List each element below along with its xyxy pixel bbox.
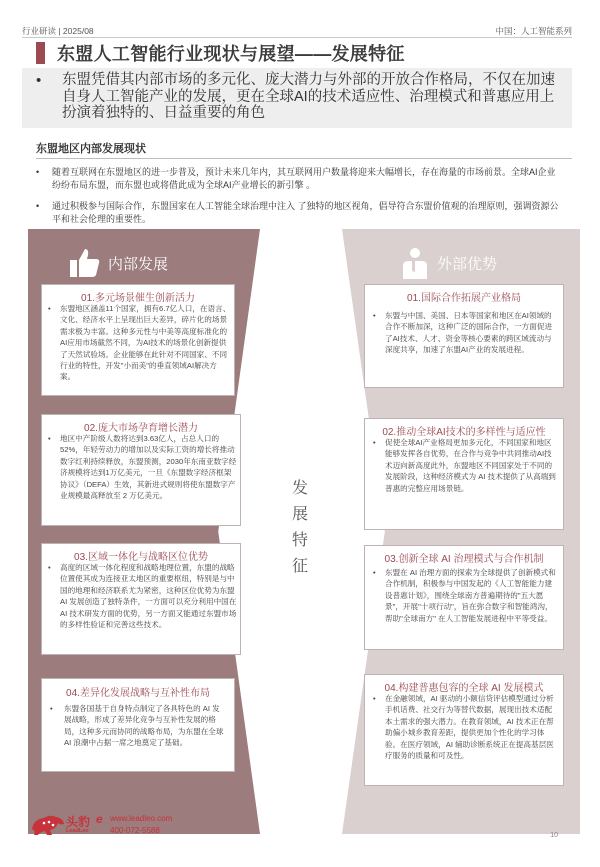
card-bullet: •: [48, 563, 51, 572]
card-body: 东盟在 AI 治理方面的探索为全球提供了创新模式和合作机制，积极参与中国发起的《人工智能能力建设普惠计划》，围绕全球南方普遍期待的"五大愿景"，开展"十项行动"，旨在弥合数字和智能鸿沟，帮助"全球南方" 在人工智能发展进程中平等受益。: [385, 568, 556, 623]
section-bullet-1: 随着互联网在东盟地区的进一步普及，预计未来几年内，其互联网用户数量将迎来大幅增长，存在海量的市场前景。全球AI企业纷纷布局东盟，而东盟也或将借此成为全球AI产业增长的新引擎 。: [52, 167, 556, 190]
summary-bullet: •: [36, 72, 42, 89]
external-card-1: [364, 284, 564, 388]
card-title: 03.区域一体化与战略区位优势: [74, 552, 208, 563]
internal-card-2: [41, 414, 241, 526]
brand-name-en: LeadLeo: [66, 828, 89, 834]
card-body: 高度的区域一体化程度和战略地理位置，东盟的战略位置使其成为连接亚太地区的重要枢纽，特别是与中国的地理和经济联系尤为紧密，这种区位优势为东盟 AI 发展创造了独特条件，一方面可以充分利用中国在 AI 技术研发方面的优势，另一方面又能通过东盟市场的多样性验证和完善这些技术。: [60, 563, 237, 630]
card-title: 01.国际合作拓展产业格局: [407, 293, 521, 304]
page-number: 10: [550, 832, 558, 839]
external-card-4: [364, 674, 564, 786]
card-bullet: •: [373, 438, 376, 447]
internal-card-3: [41, 543, 241, 655]
card-bullet: •: [373, 311, 376, 320]
leopard-logo-icon: [30, 811, 66, 837]
external-card-3: [364, 545, 564, 650]
brand-name-cn: 头豹: [66, 815, 91, 829]
summary-text: 东盟凭借其内部市场的多元化、庞大潜力与外部的开放合作格局，不仅在加速自身人工智能产业的发展，更在全球AI的技术适应性、治理模式和普惠应用上扮演着独特的、日益重要的角色: [62, 72, 555, 121]
section-bullet-2: 通过积极参与国际合作，东盟国家在人工智能全球治理中注入 了独特的地区视角，倡导符合东盟价值观的治理原则，强调资源公 平和社会伦理的重要性。: [52, 201, 559, 224]
card-bullet: •: [48, 434, 51, 443]
card-title: 01.多元场景催生创新活力: [81, 293, 195, 304]
card-body: 在金融领域，AI 驱动的小额信贷评估模型通过分析手机话费、社交行为等替代数据，展现出技术适配本土需求的强大潜力。在教育领域，AI 技术正在帮助偏小城乡教育差距，提供更加个性化的学习体验。在医疗领域，AI 辅助诊断系统正在提高基层医疗服务的质量和可及性。: [385, 694, 554, 761]
internal-development-title: 内部发展: [108, 256, 169, 273]
section-divider: [36, 158, 572, 159]
hand-coin-icon: [400, 246, 430, 280]
card-title: 04.差异化发展战略与互补性布局: [66, 688, 210, 699]
thumbs-up-icon: [68, 246, 102, 280]
page-title: 东盟人工智能行业现状与展望——发展特征: [57, 44, 405, 64]
title-accent-bar: [36, 42, 45, 64]
card-title: 02.庞大市场孕育增长潜力: [84, 423, 198, 434]
website-link[interactable]: www.leadleo.com: [110, 814, 173, 823]
card-title: 03.创新全球 AI 治理模式与合作机制: [384, 554, 544, 565]
header-left-label: 行业研读 | 2025/08: [22, 26, 94, 36]
card-title: 02.推动全球AI技术的多样性与适应性: [382, 427, 546, 438]
internal-card-1: [41, 284, 235, 396]
summary-box: [22, 68, 572, 128]
internal-card-4: [41, 678, 235, 772]
card-body: 东盟与中国、美国、日本等国家和地区在AI领域的合作不断加深，这种广泛的国际合作，一方面促进了AI技术、人才、资金等核心要素的跨区域流动与深度共享，加速了东盟AI产业的发展进程。: [385, 311, 553, 355]
external-advantages-title: 外部优势: [437, 256, 498, 273]
card-body: 促使全球AI产业格局更加多元化，不同国家和地区能够发挥各自优势，在合作与竞争中共同推动AI技术迈向新高度此外，东盟地区不同国家处于不同的发展阶段，这种经济模式为 AI 技术提供了从高端到普惠的完整应用场景链。: [385, 438, 556, 493]
external-card-2: [364, 418, 564, 530]
header-right-label: 中国：人工智能系列: [495, 26, 572, 36]
phone-number: 400-072-5588: [110, 826, 160, 835]
card-bullet: •: [50, 704, 53, 713]
card-body: 东盟地区涵盖11个国家，拥有6.7亿人口，在语言、文化、经济水平上呈现出巨大差异，碎片化的场景需求极为丰富。这种多元性与中美等高度标准化的AI应用市场截然不同，为AI技术的场景化创新提供了天然试验场。企业能够在此针对不同国家、不同行业的特性，开发"小而美"的垂直领域AI解决方案。: [60, 304, 231, 382]
bullet-dot: •: [36, 167, 40, 177]
card-body: 地区中产阶级人数将达到3.63亿人，占总人口的52%，年轻劳动力的增加以及实际工资的增长将推动数字红利持续释放，东盟预测，2030年东南亚数字经济规模将达到1万亿美元，一旦《东盟数字经济框架协议》（DEFA）生效，其新进式规则将使东盟数字产业规模最高释放至 2 万亿美元。: [60, 434, 237, 501]
bullet-dot: •: [36, 201, 40, 211]
section-title: 东盟地区内部发展现状: [36, 143, 146, 155]
card-bullet: •: [373, 694, 376, 703]
card-body: 东盟各国基于自身特点制定了各具特色的 AI 发展战略，形成了差异化竞争与互补性发展的格局，这种多元而协同的战略布局，为东盟在全球 AI 浪潮中占据一席之地奠定了基础。: [64, 704, 224, 748]
card-bullet: •: [48, 304, 51, 313]
center-label: 发 展 特 征: [291, 480, 308, 575]
brand-e-icon: e: [96, 812, 103, 826]
card-title: 04.构建普惠包容的全球 AI 发展模式: [384, 683, 544, 694]
header-divider: [22, 37, 572, 38]
card-bullet: •: [373, 568, 376, 577]
